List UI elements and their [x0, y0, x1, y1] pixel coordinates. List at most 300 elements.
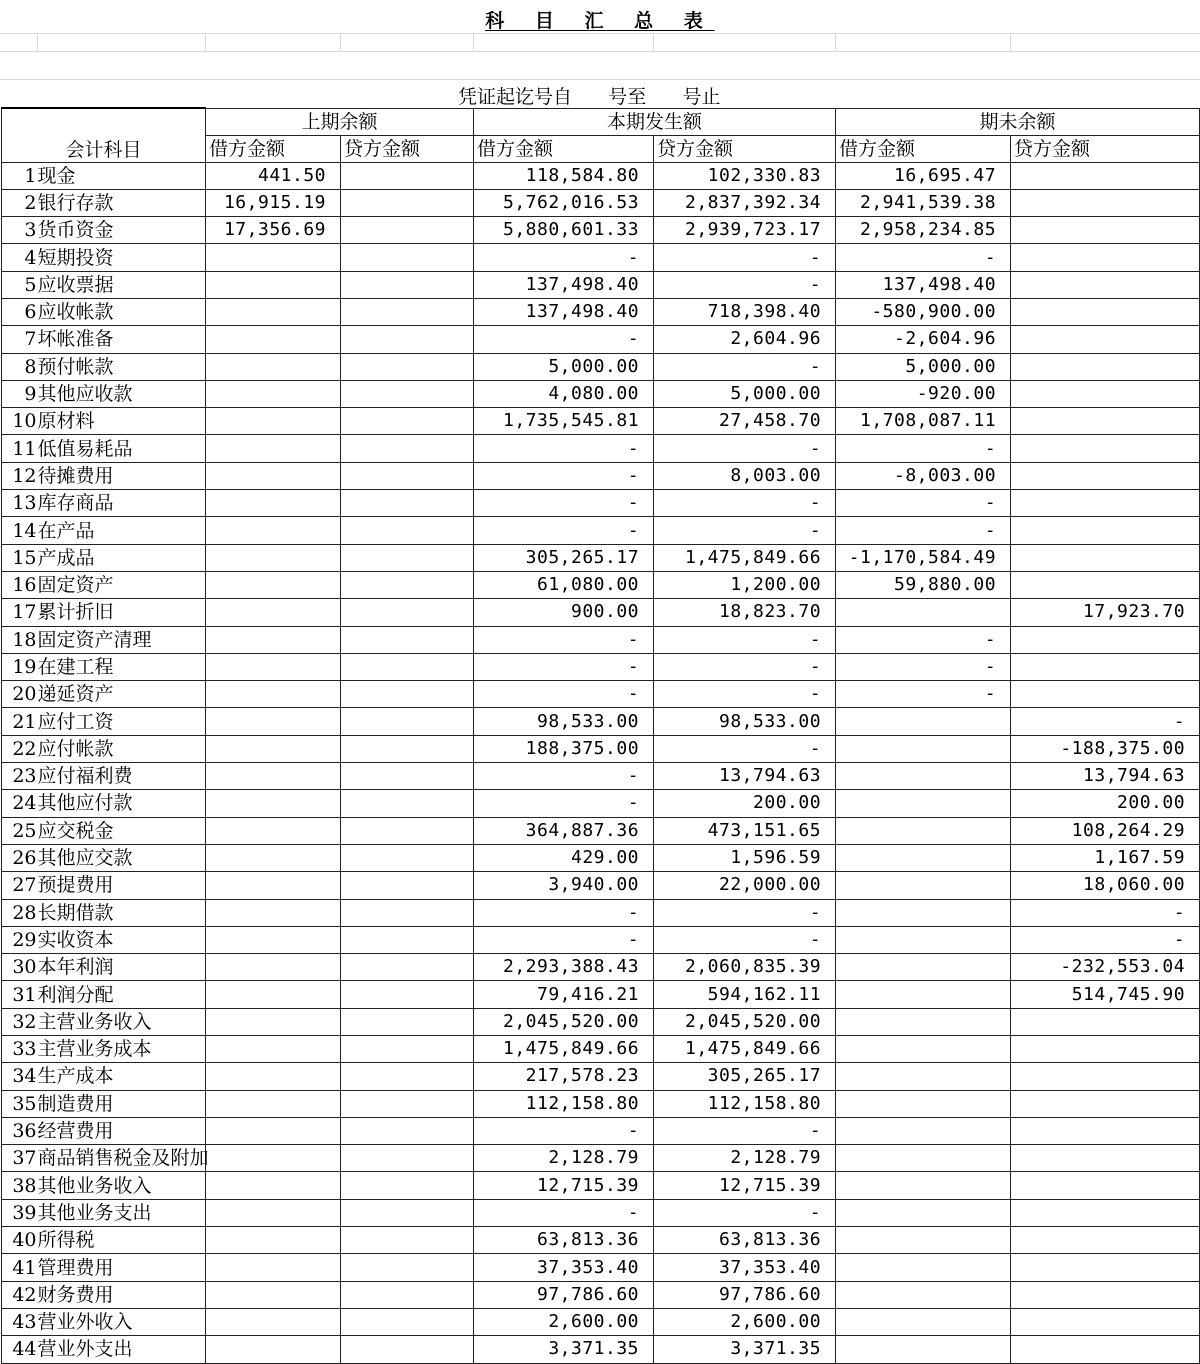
current-credit-cell: 200.00 — [654, 790, 836, 817]
table-row — [2, 1227, 1200, 1254]
end-credit-cell — [1011, 1172, 1200, 1199]
end-debit-cell — [836, 1199, 1011, 1226]
end-credit-cell — [1011, 1117, 1200, 1144]
current-debit-cell: - — [474, 763, 654, 790]
end-credit-cell — [1011, 353, 1200, 380]
table-row — [2, 926, 1200, 953]
prev-debit-cell — [206, 435, 341, 462]
prev-credit-cell — [341, 599, 474, 626]
table-row — [2, 735, 1200, 762]
end-credit-cell — [1011, 1063, 1200, 1090]
header-end-debit: 借方金额 — [836, 135, 1011, 162]
row-number: 25 — [2, 817, 38, 844]
prev-credit-cell — [341, 899, 474, 926]
current-debit-cell: 3,371.35 — [474, 1336, 654, 1363]
prev-credit-cell — [341, 544, 474, 571]
prev-debit-cell — [206, 244, 341, 271]
current-credit-cell: - — [654, 1199, 836, 1226]
row-number: 1 — [2, 162, 38, 189]
current-debit-cell: 5,762,016.53 — [474, 189, 654, 216]
header-prev-credit: 贷方金额 — [341, 135, 474, 162]
prev-debit-cell — [206, 872, 341, 899]
prev-credit-cell — [341, 1308, 474, 1335]
end-credit-cell — [1011, 1145, 1200, 1172]
end-debit-cell — [836, 735, 1011, 762]
end-debit-cell — [836, 954, 1011, 981]
end-credit-cell: -188,375.00 — [1011, 735, 1200, 762]
table-row — [2, 872, 1200, 899]
prev-debit-cell — [206, 1199, 341, 1226]
table-row — [2, 408, 1200, 435]
prev-credit-cell — [341, 1227, 474, 1254]
account-name: 递延资产 — [38, 681, 206, 708]
end-credit-cell: -232,553.04 — [1011, 954, 1200, 981]
current-credit-cell: 2,060,835.39 — [654, 954, 836, 981]
current-credit-cell: - — [654, 735, 836, 762]
prev-debit-cell — [206, 544, 341, 571]
end-credit-cell — [1011, 1308, 1200, 1335]
end-credit-cell — [1011, 1281, 1200, 1308]
end-credit-cell — [1011, 380, 1200, 407]
current-debit-cell: - — [474, 326, 654, 353]
end-debit-cell — [836, 1227, 1011, 1254]
prev-credit-cell — [341, 298, 474, 325]
table-row — [2, 844, 1200, 871]
table-row — [2, 1063, 1200, 1090]
row-number: 18 — [2, 626, 38, 653]
row-number: 24 — [2, 790, 38, 817]
end-debit-cell — [836, 1254, 1011, 1281]
row-number: 7 — [2, 326, 38, 353]
current-credit-cell: 63,813.36 — [654, 1227, 836, 1254]
end-debit-cell — [836, 1008, 1011, 1035]
table-row — [2, 653, 1200, 680]
prev-debit-cell — [206, 899, 341, 926]
end-debit-cell — [836, 708, 1011, 735]
prev-debit-cell — [206, 298, 341, 325]
row-number: 38 — [2, 1172, 38, 1199]
end-debit-cell: -580,900.00 — [836, 298, 1011, 325]
account-name: 商品销售税金及附加 — [38, 1145, 206, 1172]
account-name: 其他应付款 — [38, 790, 206, 817]
table-row — [2, 380, 1200, 407]
end-debit-cell — [836, 1336, 1011, 1363]
end-credit-cell: - — [1011, 708, 1200, 735]
table-body — [2, 162, 1200, 1363]
account-name: 坏帐准备 — [38, 326, 206, 353]
current-debit-cell: 98,533.00 — [474, 708, 654, 735]
account-name: 应收票据 — [38, 271, 206, 298]
grid-line — [653, 33, 654, 51]
row-number: 21 — [2, 708, 38, 735]
account-name: 管理费用 — [38, 1254, 206, 1281]
current-credit-cell: - — [654, 899, 836, 926]
prev-credit-cell — [341, 735, 474, 762]
prev-debit-cell — [206, 571, 341, 598]
current-credit-cell: 13,794.63 — [654, 763, 836, 790]
current-credit-cell: 473,151.65 — [654, 817, 836, 844]
account-name: 长期借款 — [38, 899, 206, 926]
end-credit-cell: 108,264.29 — [1011, 817, 1200, 844]
table-row — [2, 162, 1200, 189]
account-name: 利润分配 — [38, 981, 206, 1008]
account-name: 累计折旧 — [38, 599, 206, 626]
row-number: 19 — [2, 653, 38, 680]
prev-credit-cell — [341, 708, 474, 735]
row-number: 34 — [2, 1063, 38, 1090]
prev-debit-cell — [206, 1063, 341, 1090]
end-debit-cell: - — [836, 490, 1011, 517]
current-debit-cell: - — [474, 899, 654, 926]
prev-debit-cell — [206, 1090, 341, 1117]
current-credit-cell: 5,000.00 — [654, 380, 836, 407]
prev-debit-cell — [206, 271, 341, 298]
account-name: 经营费用 — [38, 1117, 206, 1144]
end-credit-cell — [1011, 1336, 1200, 1363]
end-credit-cell — [1011, 298, 1200, 325]
row-number: 28 — [2, 899, 38, 926]
prev-credit-cell — [341, 1063, 474, 1090]
end-credit-cell: 514,745.90 — [1011, 981, 1200, 1008]
prev-credit-cell — [341, 408, 474, 435]
end-credit-cell — [1011, 1008, 1200, 1035]
prev-credit-cell — [341, 844, 474, 871]
prev-credit-cell — [341, 926, 474, 953]
account-name: 待摊费用 — [38, 462, 206, 489]
row-number: 20 — [2, 681, 38, 708]
end-debit-cell — [836, 1090, 1011, 1117]
end-credit-cell — [1011, 162, 1200, 189]
end-credit-cell — [1011, 490, 1200, 517]
row-number: 9 — [2, 380, 38, 407]
end-credit-cell — [1011, 217, 1200, 244]
end-debit-cell: 2,941,539.38 — [836, 189, 1011, 216]
header-end-credit: 贷方金额 — [1011, 135, 1200, 162]
current-debit-cell: 112,158.80 — [474, 1090, 654, 1117]
end-debit-cell — [836, 926, 1011, 953]
row-number: 43 — [2, 1308, 38, 1335]
account-name: 营业外支出 — [38, 1336, 206, 1363]
grid-line — [37, 33, 38, 51]
current-debit-cell: 305,265.17 — [474, 544, 654, 571]
header-current-debit: 借方金额 — [474, 135, 654, 162]
table-row — [2, 1281, 1200, 1308]
end-credit-cell — [1011, 271, 1200, 298]
current-credit-cell: 18,823.70 — [654, 599, 836, 626]
current-credit-cell: 102,330.83 — [654, 162, 836, 189]
header-end-balance: 期未余额 — [836, 108, 1200, 135]
end-credit-cell — [1011, 408, 1200, 435]
account-name: 其他业务收入 — [38, 1172, 206, 1199]
current-credit-cell: 22,000.00 — [654, 872, 836, 899]
current-debit-cell: - — [474, 653, 654, 680]
end-debit-cell: 2,958,234.85 — [836, 217, 1011, 244]
prev-debit-cell — [206, 735, 341, 762]
prev-credit-cell — [341, 326, 474, 353]
row-number: 32 — [2, 1008, 38, 1035]
prev-credit-cell — [341, 517, 474, 544]
table-row — [2, 490, 1200, 517]
account-name: 所得税 — [38, 1227, 206, 1254]
end-credit-cell: 1,167.59 — [1011, 844, 1200, 871]
prev-debit-cell — [206, 763, 341, 790]
current-credit-cell: 1,200.00 — [654, 571, 836, 598]
row-number: 41 — [2, 1254, 38, 1281]
current-credit-cell: 97,786.60 — [654, 1281, 836, 1308]
prev-debit-cell — [206, 981, 341, 1008]
header-prev-balance: 上期余额 — [206, 108, 474, 135]
end-credit-cell — [1011, 1254, 1200, 1281]
prev-debit-cell — [206, 517, 341, 544]
prev-debit-cell — [206, 1036, 341, 1063]
end-debit-cell: 59,880.00 — [836, 571, 1011, 598]
table-row — [2, 244, 1200, 271]
prev-debit-cell — [206, 1308, 341, 1335]
account-name: 现金 — [38, 162, 206, 189]
table-row — [2, 1117, 1200, 1144]
current-debit-cell: 1,735,545.81 — [474, 408, 654, 435]
account-name: 其他业务支出 — [38, 1199, 206, 1226]
current-debit-cell: 137,498.40 — [474, 298, 654, 325]
account-name: 预提费用 — [38, 872, 206, 899]
current-debit-cell: 5,880,601.33 — [474, 217, 654, 244]
grid-line — [835, 33, 836, 51]
end-credit-cell: 18,060.00 — [1011, 872, 1200, 899]
grid-line — [340, 33, 341, 51]
current-debit-cell: - — [474, 681, 654, 708]
prev-credit-cell — [341, 244, 474, 271]
prev-credit-cell — [341, 1172, 474, 1199]
row-number: 26 — [2, 844, 38, 871]
end-debit-cell: - — [836, 626, 1011, 653]
prev-debit-cell — [206, 844, 341, 871]
grid-line — [473, 33, 474, 51]
prev-credit-cell — [341, 1281, 474, 1308]
prev-debit-cell — [206, 708, 341, 735]
account-name: 主营业务成本 — [38, 1036, 206, 1063]
row-number: 11 — [2, 435, 38, 462]
current-credit-cell: - — [654, 926, 836, 953]
current-credit-cell: 12,715.39 — [654, 1172, 836, 1199]
end-debit-cell — [836, 1308, 1011, 1335]
current-credit-cell: 1,596.59 — [654, 844, 836, 871]
table-row — [2, 1145, 1200, 1172]
account-name: 应付帐款 — [38, 735, 206, 762]
end-debit-cell: -2,604.96 — [836, 326, 1011, 353]
table-row — [2, 790, 1200, 817]
current-debit-cell: 217,578.23 — [474, 1063, 654, 1090]
current-credit-cell: - — [654, 681, 836, 708]
prev-credit-cell — [341, 217, 474, 244]
account-name: 预付帐款 — [38, 353, 206, 380]
prev-debit-cell — [206, 681, 341, 708]
account-name: 银行存款 — [38, 189, 206, 216]
account-name: 营业外收入 — [38, 1308, 206, 1335]
current-debit-cell: 188,375.00 — [474, 735, 654, 762]
current-credit-cell: 718,398.40 — [654, 298, 836, 325]
table-row — [2, 217, 1200, 244]
account-name: 在建工程 — [38, 653, 206, 680]
end-credit-cell — [1011, 626, 1200, 653]
row-number: 36 — [2, 1117, 38, 1144]
table-row — [2, 708, 1200, 735]
table-row — [2, 954, 1200, 981]
prev-credit-cell — [341, 571, 474, 598]
current-debit-cell: 37,353.40 — [474, 1254, 654, 1281]
header-account: 会计科目 — [2, 108, 206, 162]
account-name: 应收帐款 — [38, 298, 206, 325]
prev-debit-cell — [206, 1281, 341, 1308]
prev-debit-cell — [206, 1117, 341, 1144]
current-credit-cell: 37,353.40 — [654, 1254, 836, 1281]
end-credit-cell — [1011, 517, 1200, 544]
end-debit-cell: - — [836, 435, 1011, 462]
current-debit-cell: 2,128.79 — [474, 1145, 654, 1172]
current-credit-cell: 305,265.17 — [654, 1063, 836, 1090]
row-number: 8 — [2, 353, 38, 380]
end-credit-cell — [1011, 462, 1200, 489]
prev-credit-cell — [341, 872, 474, 899]
prev-credit-cell — [341, 1090, 474, 1117]
voucher-range-line: 凭证起讫号自 号至 号止 — [458, 86, 721, 108]
account-name: 固定资产 — [38, 571, 206, 598]
current-debit-cell: 429.00 — [474, 844, 654, 871]
prev-credit-cell — [341, 271, 474, 298]
current-credit-cell: - — [654, 626, 836, 653]
account-name: 主营业务收入 — [38, 1008, 206, 1035]
end-debit-cell: 1,708,087.11 — [836, 408, 1011, 435]
end-debit-cell — [836, 599, 1011, 626]
current-debit-cell: 12,715.39 — [474, 1172, 654, 1199]
table-row — [2, 544, 1200, 571]
end-credit-cell — [1011, 1199, 1200, 1226]
table-row — [2, 817, 1200, 844]
current-credit-cell: - — [654, 435, 836, 462]
prev-credit-cell — [341, 353, 474, 380]
current-debit-cell: - — [474, 435, 654, 462]
grid-line — [0, 51, 1200, 52]
current-debit-cell: 2,045,520.00 — [474, 1008, 654, 1035]
account-name: 本年利润 — [38, 954, 206, 981]
table-row — [2, 1172, 1200, 1199]
prev-debit-cell — [206, 380, 341, 407]
prev-credit-cell — [341, 490, 474, 517]
end-debit-cell: - — [836, 653, 1011, 680]
row-number: 13 — [2, 490, 38, 517]
end-debit-cell: - — [836, 517, 1011, 544]
row-number: 5 — [2, 271, 38, 298]
end-credit-cell: 17,923.70 — [1011, 599, 1200, 626]
current-credit-cell: - — [654, 244, 836, 271]
account-name: 生产成本 — [38, 1063, 206, 1090]
prev-credit-cell — [341, 462, 474, 489]
end-credit-cell — [1011, 1090, 1200, 1117]
prev-credit-cell — [341, 681, 474, 708]
prev-debit-cell — [206, 1172, 341, 1199]
prev-debit-cell: 17,356.69 — [206, 217, 341, 244]
current-debit-cell: - — [474, 626, 654, 653]
end-debit-cell: 16,695.47 — [836, 162, 1011, 189]
row-number: 10 — [2, 408, 38, 435]
end-credit-cell — [1011, 653, 1200, 680]
table-row — [2, 1008, 1200, 1035]
prev-credit-cell — [341, 763, 474, 790]
account-name: 实收资本 — [38, 926, 206, 953]
current-credit-cell: 98,533.00 — [654, 708, 836, 735]
prev-debit-cell — [206, 653, 341, 680]
row-number: 33 — [2, 1036, 38, 1063]
table-row — [2, 517, 1200, 544]
current-debit-cell: 4,080.00 — [474, 380, 654, 407]
current-debit-cell: - — [474, 490, 654, 517]
row-number: 23 — [2, 763, 38, 790]
account-name: 低值易耗品 — [38, 435, 206, 462]
end-credit-cell: - — [1011, 926, 1200, 953]
account-name: 其他应收款 — [38, 380, 206, 407]
table-row — [2, 353, 1200, 380]
end-credit-cell — [1011, 244, 1200, 271]
current-credit-cell: 2,939,723.17 — [654, 217, 836, 244]
account-name: 产成品 — [38, 544, 206, 571]
end-credit-cell — [1011, 326, 1200, 353]
row-number: 16 — [2, 571, 38, 598]
prev-debit-cell — [206, 790, 341, 817]
current-debit-cell: 63,813.36 — [474, 1227, 654, 1254]
current-debit-cell: 97,786.60 — [474, 1281, 654, 1308]
current-credit-cell: 2,837,392.34 — [654, 189, 836, 216]
prev-debit-cell — [206, 326, 341, 353]
current-debit-cell: - — [474, 1117, 654, 1144]
account-name: 其他应交款 — [38, 844, 206, 871]
current-credit-cell: - — [654, 653, 836, 680]
table-row — [2, 599, 1200, 626]
grid-line — [205, 33, 206, 51]
page-title: 科 目 汇 总 表 — [485, 10, 715, 32]
account-name: 固定资产清理 — [38, 626, 206, 653]
header-current-activity: 本期发生额 — [474, 108, 836, 135]
current-credit-cell: 2,600.00 — [654, 1308, 836, 1335]
current-credit-cell: - — [654, 271, 836, 298]
prev-credit-cell — [341, 380, 474, 407]
prev-credit-cell — [341, 817, 474, 844]
end-debit-cell — [836, 1063, 1011, 1090]
row-number: 22 — [2, 735, 38, 762]
current-credit-cell: 27,458.70 — [654, 408, 836, 435]
prev-credit-cell — [341, 435, 474, 462]
current-debit-cell: 900.00 — [474, 599, 654, 626]
table-row — [2, 1336, 1200, 1363]
current-debit-cell: 137,498.40 — [474, 271, 654, 298]
table-row — [2, 899, 1200, 926]
end-debit-cell — [836, 1172, 1011, 1199]
prev-debit-cell — [206, 1254, 341, 1281]
end-debit-cell — [836, 1036, 1011, 1063]
prev-debit-cell — [206, 1008, 341, 1035]
row-number: 37 — [2, 1145, 38, 1172]
account-name: 货币资金 — [38, 217, 206, 244]
row-number: 29 — [2, 926, 38, 953]
row-number: 12 — [2, 462, 38, 489]
account-name: 制造费用 — [38, 1090, 206, 1117]
row-number: 2 — [2, 189, 38, 216]
current-debit-cell: - — [474, 790, 654, 817]
end-debit-cell — [836, 1145, 1011, 1172]
end-credit-cell: - — [1011, 899, 1200, 926]
prev-credit-cell — [341, 653, 474, 680]
grid-line — [0, 33, 1200, 34]
end-credit-cell — [1011, 681, 1200, 708]
table-row — [2, 298, 1200, 325]
